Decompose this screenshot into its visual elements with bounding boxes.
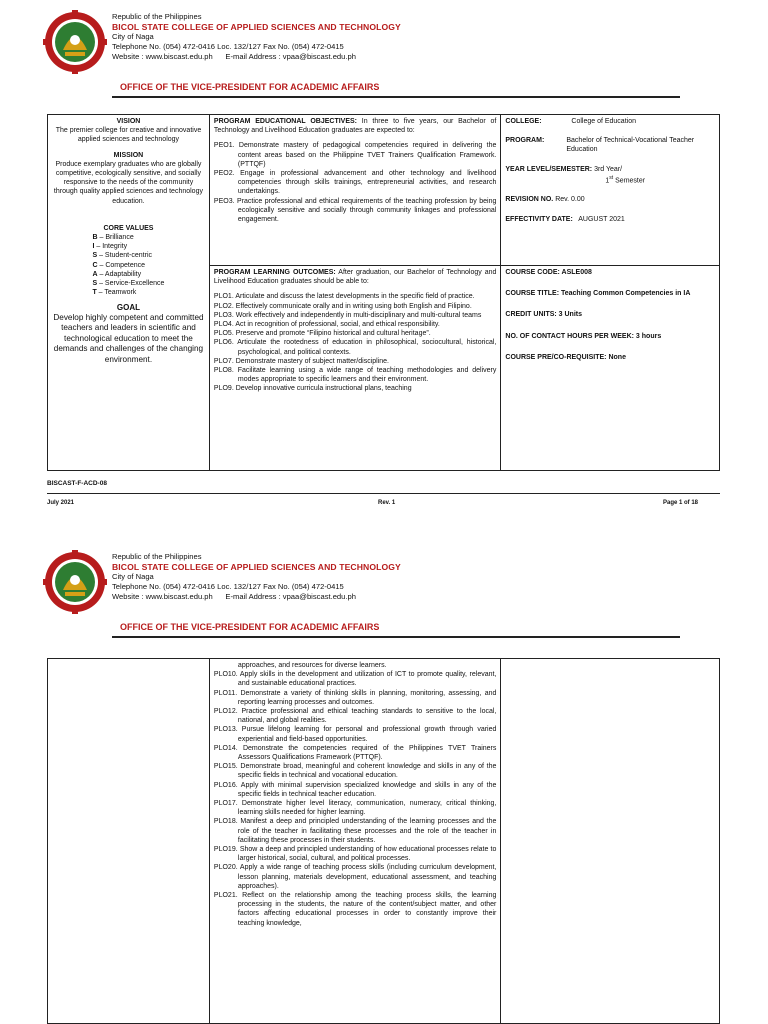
form-code: BISCAST-F-ACD-08: [47, 480, 107, 487]
plo-item: PLO21. Reflect on the relationship among the teaching process skills, the learning processing in the students, the nature of the content/subject matter, and other factors affecting educational processes in order to constantly improve their teaching knowledge,: [213, 892, 497, 927]
office-title: OFFICE OF THE VICE-PRESIDENT FOR ACADEMIC AFFAIRS: [120, 82, 380, 92]
plo-item: PLO9. Develop innovative curricula instructional plans, teaching: [213, 385, 412, 393]
plo-list: [214, 292, 496, 393]
plo-cell-continued: [209, 659, 500, 1024]
page-2: [0, 540, 768, 1024]
goal-heading: GOAL: [116, 303, 141, 313]
college-name: BICOL STATE COLLEGE OF APPLIED SCIENCES AND TECHNOLOGY: [112, 562, 401, 572]
plo-list-continued: [214, 661, 496, 928]
revision-row: [505, 195, 715, 204]
revision-value: Rev. 0.00: [555, 196, 585, 204]
plo-item: PLO4. Act in recognition of professional, social, and ethical responsibility.: [213, 321, 440, 329]
year-row: [505, 165, 715, 174]
vision-text: The premier college for creative and innovative applied sciences and technology: [55, 127, 202, 144]
core-values-heading: CORE VALUES: [103, 224, 154, 232]
plo-item: PLO7. Demonstrate mastery of subject matter/discipline.: [213, 357, 389, 365]
city-text: City of Naga: [112, 32, 154, 41]
core-value-item: C – Competence: [92, 261, 146, 269]
credit-units: CREDIT UNITS: 3 Units: [505, 311, 583, 319]
plo-item: PLO11. Demonstrate a variety of thinking skills in planning, monitoring, assessing, and reporting learning processes and outcomes.: [213, 689, 497, 706]
effectivity-row: [505, 215, 715, 224]
city-text: City of Naga: [112, 572, 154, 581]
plo-item: PLO13. Pursue lifelong learning for personal and professional growth through varied experiential and field-based opportunities.: [213, 726, 497, 743]
republic-text: Republic of the Philippines: [112, 552, 202, 561]
course-info-cell: [501, 115, 720, 266]
footer-page-number: Page 1 of 18: [663, 500, 699, 506]
plo-item: PLO16. Apply with minimal supervision specialized knowledge and skills in any of the specific fields in technical teacher education.: [213, 781, 497, 798]
peo-heading: PROGRAM EDUCATIONAL OBJECTIVES:: [213, 118, 357, 125]
contact-hours: NO. OF CONTACT HOURS PER WEEK: 3 hours: [505, 332, 662, 340]
course-title: COURSE TITLE: Teaching Common Competencies in IA: [505, 290, 691, 298]
program-value: Bachelor of Technical-Vocational Teacher Education: [566, 137, 695, 154]
peo-list: [214, 141, 496, 224]
core-value-item: I – Integrity: [92, 243, 128, 251]
peo-item: PEO1. Demonstrate mastery of pedagogical competencies required in delivering the content areas based on the Philippine TVET Trainers Qualification Framework. (PTTQF): [213, 142, 497, 168]
website-email-text: Website : www.biscast.edu.ph E-mail Address : vpaa@biscast.edu.ph: [112, 592, 356, 601]
core-values-list: [92, 233, 164, 297]
college-name: BICOL STATE COLLEGE OF APPLIED SCIENCES AND TECHNOLOGY: [112, 22, 401, 32]
college-value: College of Education: [571, 118, 636, 125]
peo-item: PEO2. Engage in professional advancement and other technology and livelihood competencies through skills trainings, entrepreneurial activities, and research undertakings.: [213, 170, 497, 196]
plo-item: PLO14. Demonstrate the competencies required of the Philippines TVET Trainers Assessors Qualifications Framework (PTTQF).: [213, 744, 497, 762]
footer-revision: Rev. 1: [378, 500, 396, 506]
revision-label: REVISION NO.: [505, 196, 554, 204]
core-value-item: B – Brilliance: [92, 234, 134, 242]
letterhead: [112, 552, 401, 602]
page-gap: [0, 520, 768, 540]
plo-item: PLO8. Facilitate learning using a wide range of teaching methodologies and delivery modes appropriate to specific learners and their environment.: [213, 367, 497, 384]
telephone-text: Telephone No. (054) 472-0416 Loc. 132/127 Fax No. (054) 472-0415: [112, 582, 344, 591]
program-row: [505, 136, 715, 154]
plo-item: PLO20. Apply a wide range of teaching process skills (including curriculum development, lesson planning, materials development, educational assessment, and teaching approaches).: [213, 864, 497, 890]
plo-item: PLO1. Articulate and discuss the latest developments in the specific field of practice.: [213, 293, 475, 301]
letterhead: [112, 12, 401, 62]
plo-item: PLO6. Articulate the rootedness of education in philosophical, sociocultural, historical, psychological, and political contexts.: [213, 339, 497, 356]
plo-item: PLO19. Show a deep and principled understanding of how educational processes relate to larger historical, social, cultural, and political processes.: [213, 846, 497, 863]
mission-text: Produce exemplary graduates who are globally competitive, ecologically sensitive, and socially responsive to the needs of the community through quality applied sciences and technology education.: [53, 160, 203, 205]
core-value-item: S – Service-Excellence: [92, 280, 165, 288]
course-prerequisite: COURSE PRE/CO-REQUISITE: None: [505, 353, 626, 361]
header-divider: [112, 96, 680, 98]
effectivity-value: AUGUST 2021: [578, 215, 625, 223]
vmgo-cell-empty: [48, 659, 210, 1024]
website-email-text: Website : www.biscast.edu.ph E-mail Address : vpaa@biscast.edu.ph: [112, 52, 356, 61]
college-seal-logo: [43, 10, 107, 74]
office-title: OFFICE OF THE VICE-PRESIDENT FOR ACADEMIC AFFAIRS: [120, 622, 380, 632]
plo-item: PLO5. Preserve and promote “Filipino historical and cultural heritage”.: [213, 330, 431, 338]
plo-item: approaches, and resources for diverse learners.: [237, 662, 387, 669]
year-value: 3rd Year/: [594, 165, 623, 173]
peo-intro: In three to five years, our Bachelor of Technology and Livelihood Education graduates are expected to:: [213, 118, 497, 135]
plo-intro: After graduation, our Bachelor of Technology and Livelihood Education graduates should be able to:: [213, 269, 497, 286]
college-row: [505, 117, 715, 126]
core-value-item: T – Teamwork: [92, 289, 137, 297]
college-label: COLLEGE:: [505, 118, 542, 125]
plo-item: PLO2. Effectively communicate orally and in writing using both English and Filipino.: [213, 302, 472, 310]
semester-value: 1st Semester: [605, 174, 646, 185]
telephone-text: Telephone No. (054) 472-0416 Loc. 132/127 Fax No. (054) 472-0415: [112, 42, 344, 51]
plo-item: PLO17. Demonstrate higher level literacy, communication, numeracy, critical thinking, learning skills needed for higher learning.: [213, 800, 497, 817]
vision-heading: VISION: [116, 118, 141, 125]
plo-item: PLO10. Apply skills in the development and utilization of ICT to promote quality, relevant, and sustainable educational practices.: [213, 671, 497, 688]
plo-item: PLO3. Work effectively and independently in multi-disciplinary and multi-cultural teams: [213, 311, 482, 319]
year-label: YEAR LEVEL/SEMESTER:: [505, 165, 593, 173]
vmgo-cell: [48, 115, 210, 471]
syllabus-table-continued: [47, 658, 720, 1024]
peo-item: PEO3. Practice professional and ethical requirements of the teaching profession by being ecologically sensitive and socially through community linkages and professional engagement.: [213, 197, 497, 224]
college-seal-logo: [43, 550, 107, 614]
program-label: PROGRAM:: [505, 137, 545, 145]
plo-cell: [209, 266, 500, 471]
course-info-cell-empty: [501, 659, 720, 1024]
course-code: COURSE CODE: ASLE008: [505, 269, 592, 276]
core-value-item: A – Adaptability: [92, 270, 142, 278]
syllabus-table: [47, 114, 720, 471]
goal-text: Develop highly competent and committed teachers and leaders in scientific and technological education to meet the demands and challenges of the changing environment.: [53, 312, 204, 365]
effectivity-label: EFFECTIVITY DATE:: [505, 215, 573, 223]
plo-item: PLO12. Practice professional and ethical teaching standards to sensitive to the local, national, and global realities.: [213, 708, 497, 725]
peo-cell: [209, 115, 500, 266]
course-details-cell: [501, 266, 720, 471]
republic-text: Republic of the Philippines: [112, 12, 202, 21]
plo-heading: PROGRAM LEARNING OUTCOMES:: [213, 269, 336, 276]
mission-heading: MISSION: [113, 151, 144, 159]
footer-date: July 2021: [47, 500, 75, 506]
plo-item: PLO15. Demonstrate broad, meaningful and coherent knowledge and skills in any of the specific fields in technical and vocational education.: [213, 763, 497, 780]
plo-item: PLO18. Manifest a deep and principled understanding of the learning processes and the role of the teacher in facilitating these processes and the role of the teacher in facilitating these processes in their students.: [213, 818, 497, 844]
header-divider: [112, 636, 680, 638]
core-value-item: S – Student-centric: [92, 252, 153, 260]
footer-divider: [47, 493, 720, 494]
